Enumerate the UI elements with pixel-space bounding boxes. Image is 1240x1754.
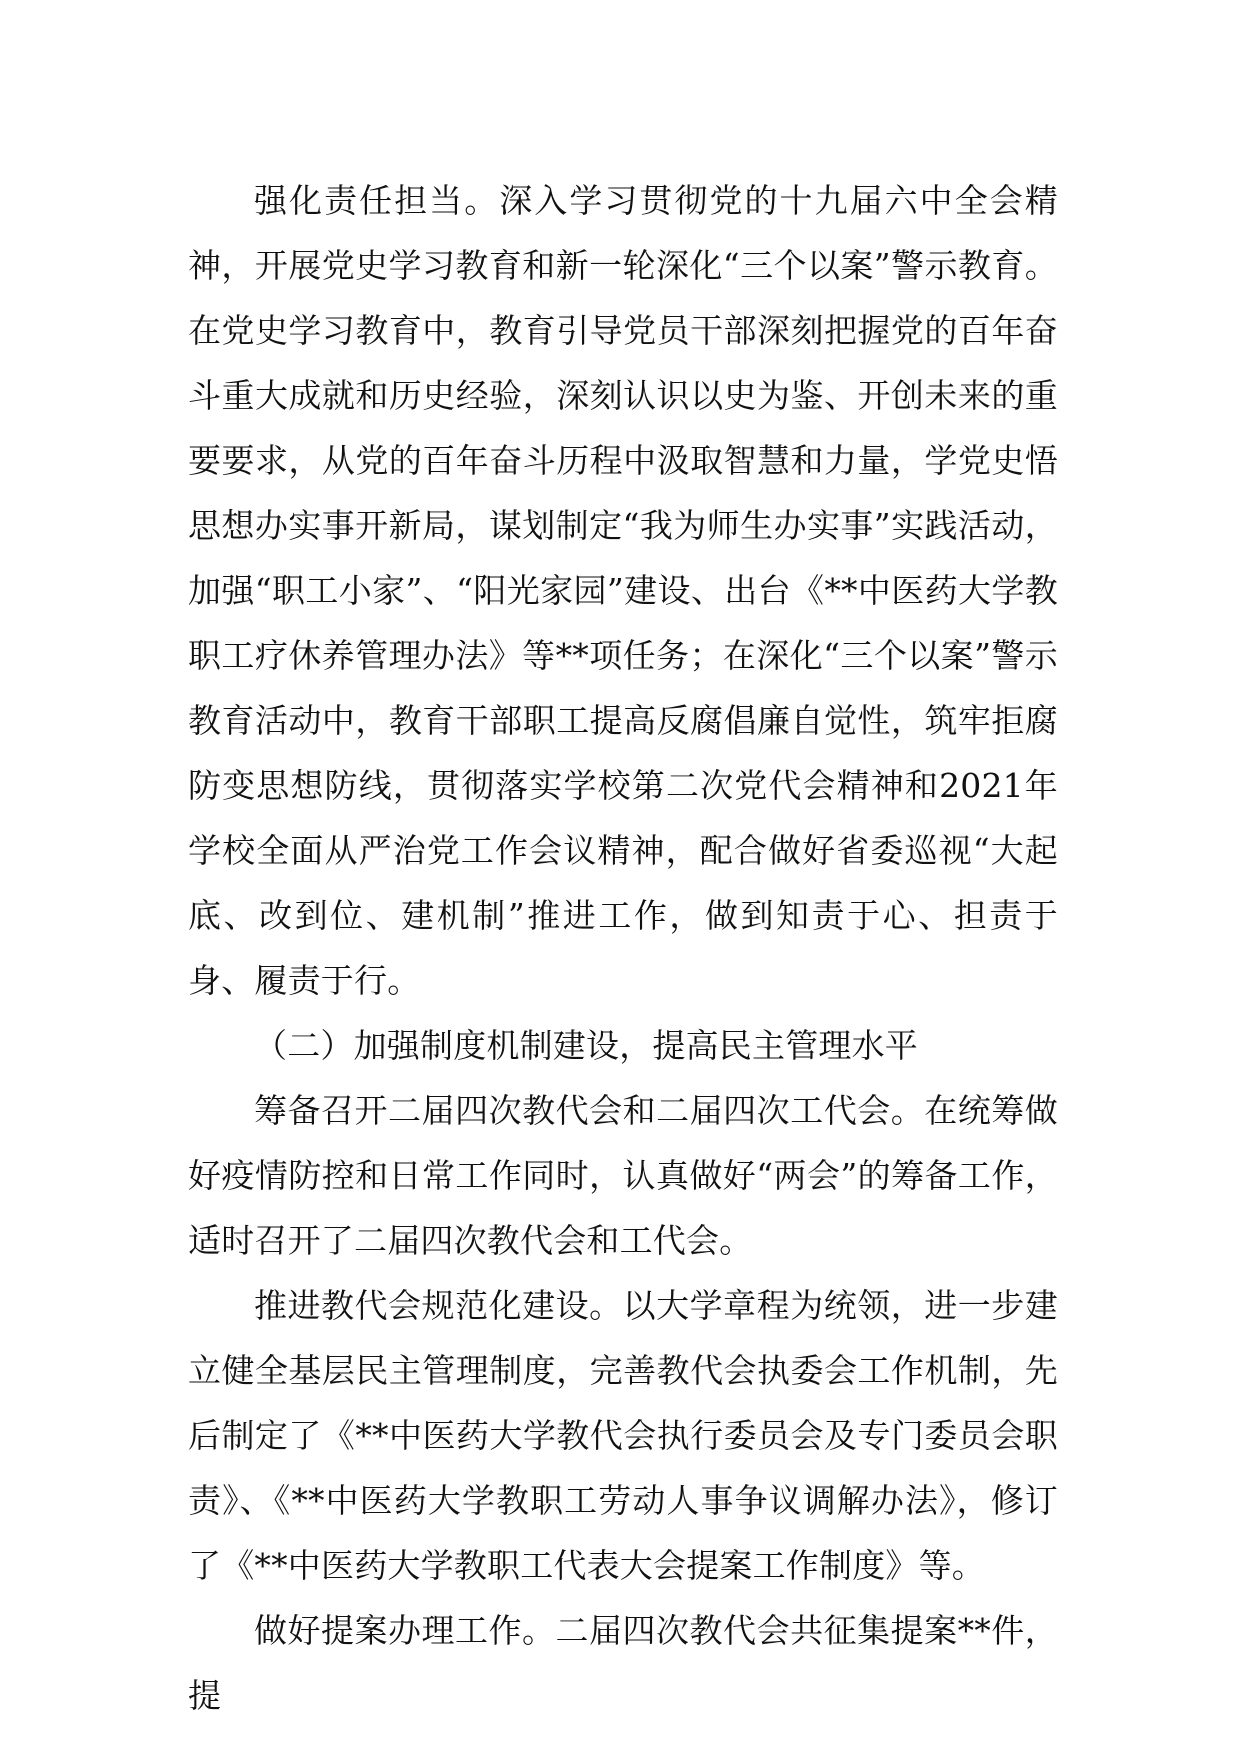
paragraph-standardization: 推进教代会规范化建设。以大学章程为统领，进一步建立健全基层民主管理制度，完善教代会执委会工作机制，先后制定了《**中医药大学教代会执行委员会及专门委员会职责》、《**中医药大学教职工劳动人事争议调解办法》，修订了《**中医药大学教职工代表大会提案工作制度》等。	[188, 1286, 1058, 1585]
document-body	[188, 168, 1058, 1728]
paragraph-responsibility: 强化责任担当。深入学习贯彻党的十九届六中全会精神，开展党史学习教育和新一轮深化“三个以案”警示教育。在党史学习教育中，教育引导党员干部深刻把握党的百年奋斗重大成就和历史经验，深刻认识以史为鉴、开创未来的重要要求，从党的百年奋斗历程中汲取智慧和力量，学党史悟思想办实事开新局，谋划制定“我为师生办实事”实践活动，加强“职工小家”、“阳光家园”建设、出台《**中医药大学教职工疗休养管理办法》等**项任务；在深化“三个以案”警示教育活动中，教育干部职工提高反腐倡廉自觉性，筑牢拒腐防变思想防线，贯彻落实学校第二次党代会精神和2021年学校全面从严治党工作会议精神，配合做好省委巡视“大起底、改到位、建机制”推进工作，做到知责于心、担责于身、履责于行。	[188, 181, 1058, 1000]
paragraph-congress-preparation: 筹备召开二届四次教代会和二届四次工代会。在统筹做好疫情防控和日常工作同时，认真做好“两会”的筹备工作，适时召开了二届四次教代会和工代会。	[188, 1091, 1058, 1260]
paragraph-proposals: 做好提案办理工作。二届四次教代会共征集提案**件，提	[188, 1611, 1058, 1715]
section-heading: （二）加强制度机制建设，提高民主管理水平	[254, 1026, 918, 1065]
